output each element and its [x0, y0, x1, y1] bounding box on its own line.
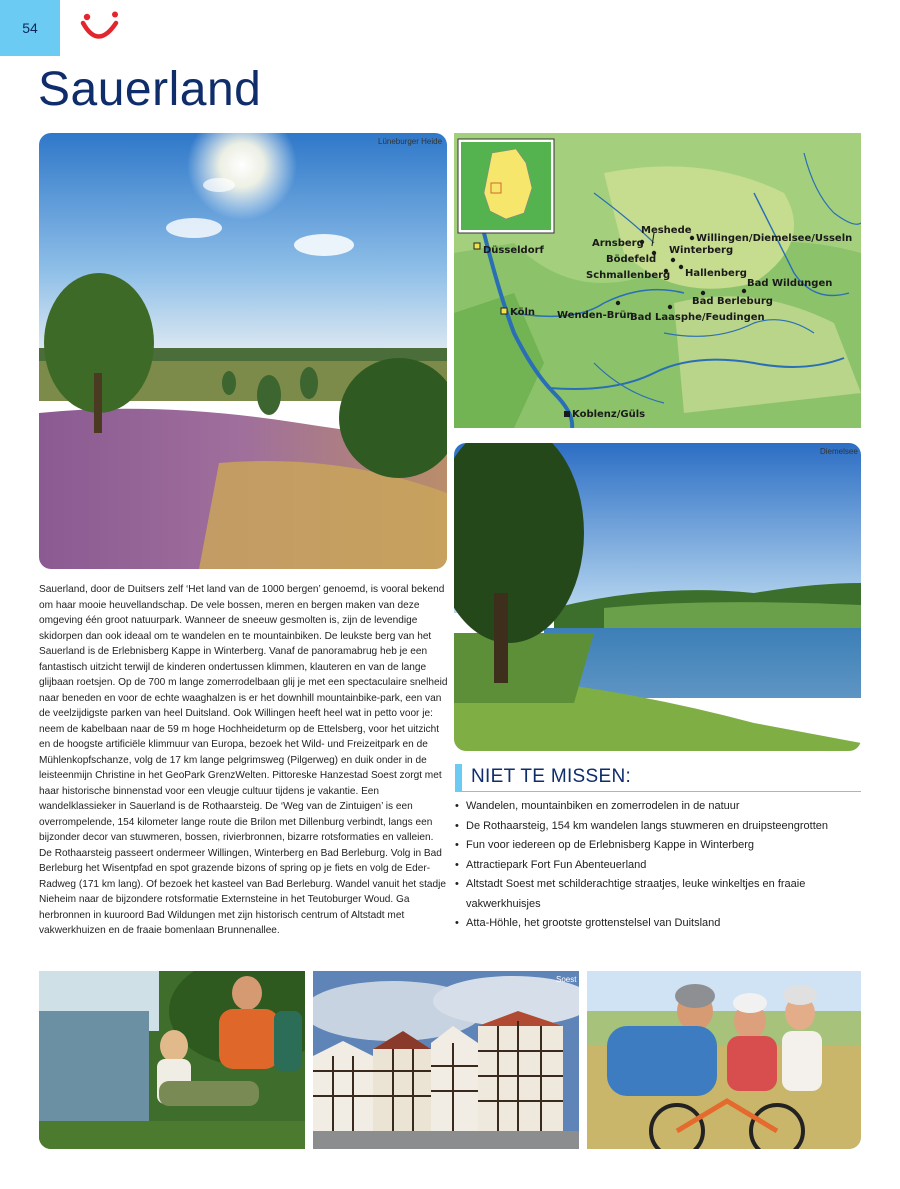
niet-te-missen-list: [455, 797, 865, 934]
list-item-text: Wandelen, mountainbiken en zomerrodelen in de natuur: [466, 800, 740, 812]
list-item: [455, 797, 865, 817]
map-label-winterberg: Winterberg: [669, 245, 734, 256]
bullet: •: [455, 819, 459, 832]
list-item-text: De Rothaarsteig, 154 km wandelen langs stuwmeren en druipsteengrotten: [466, 819, 828, 832]
bullet: •: [455, 917, 459, 929]
heide-photo: [39, 133, 447, 569]
page-title: Sauerland: [38, 63, 262, 116]
map-label-bad-wildungen: Bad Wildungen: [747, 278, 833, 289]
body-text: Sauerland, door de Duitsers zelf ‘Het land van de 1000 bergen’ genoemd, is vooral bekend om haar mooie heuvellandschap. De vele bossen, meren en bergen maken van deze omgeving één groot natuurpark. Wanneer de sneeuw gesmolten is, zijn de levendige skidorpen dan ook ideaal om te wandelen en te mountainbiken. De leukste berg van het Sauerland is de Erlebnisberg Kappe in Winterberg. Vanaf de panoramabrug heb je een fantastisch uitzicht terwijl de kinderen ondertussen klimmen, klauteren en van de lange glijbaan roetsjen. Op de 700 m lange zomerrodelbaan glij je met een spectaculaire snelheid naar beneden en voor de echte waaghalzen is er het downhill mountainbike-park, een van de veelzijdigste parken van heel Duitsland. Ook Willingen heeft heel wat in petto voor je: neem de kabelbaan naar de 59 m hoge Hochheideturm op de Ettelsberg, voor het uitzicht en de hoogste artificiële klimmuur van Europa, bezoek het Wild- und Freizeitpark en de Mühlenkopfschanze, volg de 17 km lange pelgrimsweg (Pilgerweg) en duik onder in de leisteenmijn Christine in het GeoPark GrenzWelten. Pittoreske Hanzestad Soest zorgt met haar historische binnenstad voor een vleugje cultuur tijdens je vakantie. Een wandelklassieker in Sauerland is de Rothaarsteig. De ‘Weg van de Zintuigen’ is een overrompelende, 154 kilometer lange route die Brilon met Dillenburg verbindt, langs een bijzonder decor van stuwmeren, bossen, rivierbronnen, bizarre rotsformaties en valleien. De Rothaarsteig passeert ondermeer Willingen, Winterberg en Bad Berleburg. Volg in Bad Berleburg het Wisentpfad en spot grazende bizons of spring op je fiets en volg de Eder-Radweg (171 km lang). Of bezoek het kasteel van Bad Berleburg. Wandel vanuit het stadje Nieheim naar de bijzondere rotsformatie Externsteine in het Teutoburger Woud. Ga herbronnen in kuuroord Bad Wildungen met zijn historisch centrum of Altstadt met vakwerkhuizen en de fraaie bomenlaan Brunnenallee.: [39, 584, 448, 936]
map-label-meshede: Meshede: [641, 225, 692, 236]
bullet: •: [455, 878, 459, 890]
map-label-dusseldorf: Düsseldorf: [483, 245, 544, 256]
map-label-koln: Köln: [510, 307, 535, 318]
map-label-hallenberg: Hallenberg: [685, 268, 747, 279]
list-item: [455, 817, 865, 837]
soest-caption: Soest: [556, 975, 577, 984]
page-number: 54: [0, 0, 60, 56]
soest-photo: [313, 971, 579, 1149]
tui-logo: [78, 10, 124, 46]
map-label-willingen: Willingen/Diemelsee/Usseln: [696, 233, 853, 244]
list-item: [455, 836, 865, 856]
region-map: [454, 133, 861, 428]
diemelsee-caption: Diemelsee: [820, 447, 858, 456]
map-label-schmallenberg: Schmallenberg: [586, 270, 671, 281]
bullet: •: [455, 839, 459, 851]
map-label-bodefeld: Bödefeld: [606, 254, 657, 265]
bullet: •: [455, 800, 459, 812]
map-label-bad-berleburg: Bad Berleburg: [692, 296, 773, 307]
niet-te-missen-title: NIET TE MISSEN:: [471, 766, 632, 787]
diemelsee-photo: [454, 443, 861, 751]
map-label-arnsberg: Arnsberg: [592, 238, 644, 249]
niet-te-missen-header: [455, 762, 861, 792]
cyclists-photo: [587, 971, 861, 1149]
list-item-text: Attractiepark Fort Fun Abenteuerland: [466, 858, 647, 871]
list-item-text: Altstadt Soest met schilderachtige straatjes, leuke winkeltjes en fraaie vakwerkhuisjes: [466, 878, 806, 910]
list-item-text: Fun voor iedereen op de Erlebnisberg Kappe in Winterberg: [466, 839, 755, 851]
bullet: •: [455, 858, 459, 871]
accent-bar: [455, 764, 462, 791]
list-item: [455, 914, 865, 934]
map-label-koblenz: Koblenz/Güls: [572, 409, 646, 420]
map-label-bad-laasphe: Bad Laasphe/Feudingen: [630, 312, 765, 323]
list-item: [455, 875, 865, 914]
list-item: [455, 856, 865, 876]
list-item-text: Atta-Höhle, het grootste grottenstelsel van Duitsland: [466, 917, 721, 929]
heide-caption: Lüneburger Heide: [378, 137, 443, 146]
hikers-photo: [39, 971, 305, 1149]
map-label-wenden-brun: Wenden-Brün: [557, 310, 634, 321]
